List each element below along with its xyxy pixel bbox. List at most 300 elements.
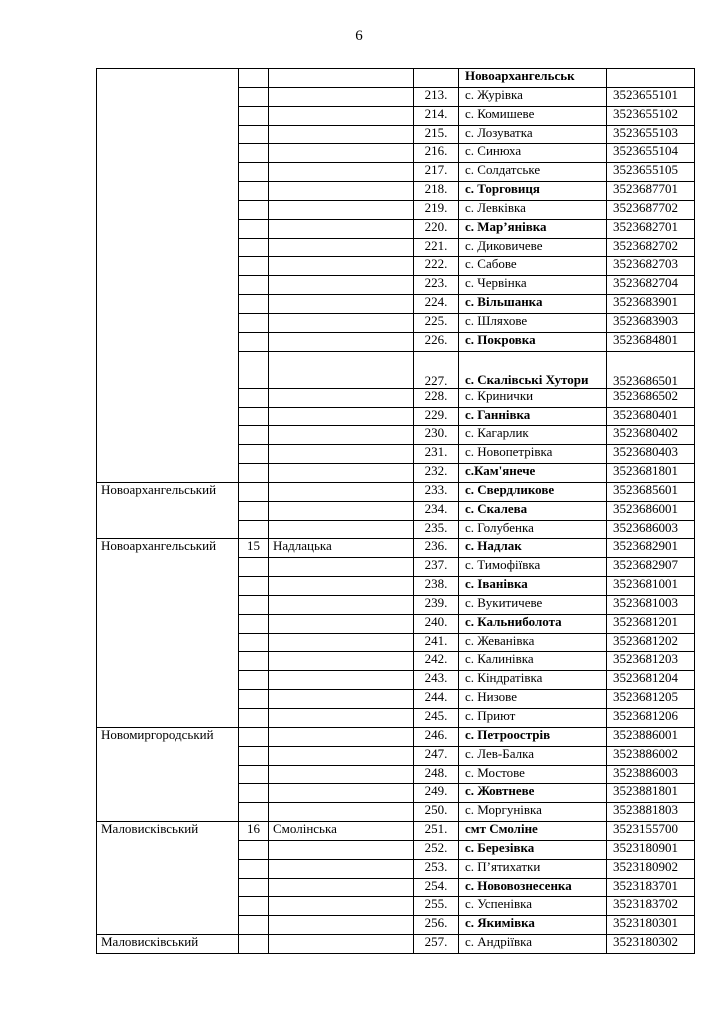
table-row	[97, 614, 695, 633]
district-cell	[97, 87, 239, 106]
community-name-cell	[269, 784, 414, 803]
koatuu-code-cell: 3523680403	[607, 445, 695, 464]
settlement-cell: с. Кіндратівка	[459, 671, 607, 690]
koatuu-code-cell: 3523682907	[607, 558, 695, 577]
settlement-cell: Новоархангельськ	[459, 69, 607, 88]
settlement-cell: с. Кальниболота	[459, 614, 607, 633]
koatuu-code-cell: 3523155700	[607, 822, 695, 841]
district-cell: Новомиргородський	[97, 727, 239, 746]
table-row	[97, 106, 695, 125]
table-row	[97, 219, 695, 238]
koatuu-code-cell: 3523655103	[607, 125, 695, 144]
community-number-cell	[239, 859, 269, 878]
settlement-cell: с. Низове	[459, 690, 607, 709]
community-number-cell	[239, 501, 269, 520]
district-cell	[97, 295, 239, 314]
koatuu-code-cell: 3523886001	[607, 727, 695, 746]
table-row	[97, 295, 695, 314]
row-number-cell: 251.	[414, 822, 459, 841]
table-row	[97, 276, 695, 295]
community-name-cell	[269, 144, 414, 163]
community-name-cell	[269, 690, 414, 709]
community-name-cell	[269, 935, 414, 954]
table-row	[97, 163, 695, 182]
community-number-cell	[239, 878, 269, 897]
settlement-cell: с. Іванівка	[459, 577, 607, 596]
district-cell: Новоархангельський	[97, 482, 239, 501]
settlement-cell: с. Мар’янівка	[459, 219, 607, 238]
district-cell	[97, 690, 239, 709]
koatuu-code-cell: 3523682703	[607, 257, 695, 276]
district-cell	[97, 784, 239, 803]
row-number-cell: 224.	[414, 295, 459, 314]
community-number-cell: 16	[239, 822, 269, 841]
community-number-cell	[239, 482, 269, 501]
settlement-cell: с. Лозуватка	[459, 125, 607, 144]
koatuu-code-cell: 3523681205	[607, 690, 695, 709]
settlement-cell: с. Андріївка	[459, 935, 607, 954]
table-row	[97, 878, 695, 897]
row-number-cell: 241.	[414, 633, 459, 652]
settlement-cell: с. Кринички	[459, 388, 607, 407]
row-number-cell: 214.	[414, 106, 459, 125]
community-name-cell	[269, 464, 414, 483]
settlement-cell: с. Комишеве	[459, 106, 607, 125]
community-name-cell	[269, 163, 414, 182]
settlement-cell: с. Надлак	[459, 539, 607, 558]
community-number-cell	[239, 125, 269, 144]
koatuu-code-cell: 3523687701	[607, 182, 695, 201]
table-row	[97, 388, 695, 407]
row-number-cell: 235.	[414, 520, 459, 539]
row-number-cell: 243.	[414, 671, 459, 690]
table-row	[97, 539, 695, 558]
row-number-cell: 237.	[414, 558, 459, 577]
koatuu-code-cell: 3523686501	[607, 351, 695, 388]
table-row	[97, 464, 695, 483]
community-number-cell	[239, 577, 269, 596]
settlement-cell: с. Вільшанка	[459, 295, 607, 314]
community-name-cell	[269, 87, 414, 106]
koatuu-code-cell: 3523881803	[607, 803, 695, 822]
community-number-cell	[239, 652, 269, 671]
district-cell	[97, 746, 239, 765]
table-row	[97, 633, 695, 652]
table-row	[97, 727, 695, 746]
table-row	[97, 595, 695, 614]
district-cell	[97, 520, 239, 539]
row-number-cell: 248.	[414, 765, 459, 784]
settlement-cell: с. Новопетрівка	[459, 445, 607, 464]
table-row	[97, 445, 695, 464]
community-number-cell	[239, 520, 269, 539]
community-name-cell	[269, 614, 414, 633]
table-row	[97, 671, 695, 690]
koatuu-code-cell: 3523686003	[607, 520, 695, 539]
settlements-table	[96, 68, 695, 954]
row-number-cell: 242.	[414, 652, 459, 671]
district-cell	[97, 765, 239, 784]
community-name-cell	[269, 878, 414, 897]
settlement-cell: с. Петроострів	[459, 727, 607, 746]
row-number-cell: 217.	[414, 163, 459, 182]
community-number-cell	[239, 351, 269, 388]
row-number-cell: 239.	[414, 595, 459, 614]
koatuu-code-cell: 3523183702	[607, 897, 695, 916]
table-row	[97, 144, 695, 163]
settlement-cell: с. Якимівка	[459, 916, 607, 935]
koatuu-code-cell: 3523683903	[607, 313, 695, 332]
row-number-cell: 257.	[414, 935, 459, 954]
district-cell: Новоархангельський	[97, 539, 239, 558]
koatuu-code-cell: 3523655104	[607, 144, 695, 163]
settlement-cell: с. Успенівка	[459, 897, 607, 916]
row-number-cell: 225.	[414, 313, 459, 332]
row-number-cell: 229.	[414, 407, 459, 426]
community-name-cell	[269, 765, 414, 784]
settlement-cell: с. Кагарлик	[459, 426, 607, 445]
table-row	[97, 520, 695, 539]
community-number-cell	[239, 727, 269, 746]
district-cell	[97, 633, 239, 652]
koatuu-code-cell: 3523680401	[607, 407, 695, 426]
community-name-cell	[269, 671, 414, 690]
community-name-cell	[269, 916, 414, 935]
row-number-cell: 220.	[414, 219, 459, 238]
table-row	[97, 897, 695, 916]
district-cell	[97, 859, 239, 878]
table-row	[97, 652, 695, 671]
settlement-cell: с. Жовтневе	[459, 784, 607, 803]
table-row	[97, 257, 695, 276]
koatuu-code-cell: 3523180302	[607, 935, 695, 954]
table-row	[97, 200, 695, 219]
community-name-cell	[269, 897, 414, 916]
koatuu-code-cell: 3523655105	[607, 163, 695, 182]
community-number-cell	[239, 200, 269, 219]
settlement-cell: с. Скалівські Хутори	[459, 351, 607, 388]
koatuu-code-cell: 3523684801	[607, 332, 695, 351]
table-row	[97, 840, 695, 859]
settlement-cell: с. Свердликове	[459, 482, 607, 501]
community-name-cell	[269, 652, 414, 671]
district-cell	[97, 671, 239, 690]
community-name-cell	[269, 238, 414, 257]
district-cell	[97, 614, 239, 633]
district-cell	[97, 897, 239, 916]
table-row	[97, 859, 695, 878]
row-number-cell: 250.	[414, 803, 459, 822]
koatuu-code-cell: 3523682701	[607, 219, 695, 238]
table-row	[97, 765, 695, 784]
community-number-cell	[239, 690, 269, 709]
community-name-cell	[269, 182, 414, 201]
row-number-cell: 230.	[414, 426, 459, 445]
table-row	[97, 690, 695, 709]
koatuu-code-cell: 3523681206	[607, 709, 695, 728]
koatuu-code-cell: 3523180901	[607, 840, 695, 859]
settlement-cell: с. Сабове	[459, 257, 607, 276]
koatuu-code-cell: 3523183701	[607, 878, 695, 897]
koatuu-code-cell: 3523886002	[607, 746, 695, 765]
community-name-cell	[269, 332, 414, 351]
district-cell	[97, 276, 239, 295]
settlement-cell: с. Приют	[459, 709, 607, 728]
community-number-cell	[239, 709, 269, 728]
row-number-cell: 245.	[414, 709, 459, 728]
community-name-cell	[269, 709, 414, 728]
district-cell	[97, 144, 239, 163]
settlement-cell: с. Вукитичеве	[459, 595, 607, 614]
community-number-cell	[239, 671, 269, 690]
district-cell	[97, 878, 239, 897]
settlement-cell: с. Солдатське	[459, 163, 607, 182]
settlement-cell: с. Покровка	[459, 332, 607, 351]
table-row	[97, 935, 695, 954]
koatuu-code-cell: 3523655101	[607, 87, 695, 106]
district-cell	[97, 464, 239, 483]
community-name-cell: Смолінська	[269, 822, 414, 841]
settlement-cell: с. Левківка	[459, 200, 607, 219]
koatuu-code-cell: 3523685601	[607, 482, 695, 501]
community-name-cell	[269, 633, 414, 652]
row-number-cell: 255.	[414, 897, 459, 916]
settlement-cell: с. Диковичеве	[459, 238, 607, 257]
settlement-cell: с. Моргунівка	[459, 803, 607, 822]
district-cell	[97, 125, 239, 144]
community-name-cell	[269, 482, 414, 501]
koatuu-code-cell: 3523681202	[607, 633, 695, 652]
community-name-cell	[269, 257, 414, 276]
settlement-cell: с. Тимофіївка	[459, 558, 607, 577]
community-number-cell	[239, 69, 269, 88]
community-name-cell	[269, 840, 414, 859]
community-name-cell	[269, 501, 414, 520]
row-number-cell: 221.	[414, 238, 459, 257]
row-number-cell: 249.	[414, 784, 459, 803]
koatuu-code-cell: 3523655102	[607, 106, 695, 125]
community-number-cell	[239, 897, 269, 916]
district-cell	[97, 313, 239, 332]
community-name-cell	[269, 388, 414, 407]
koatuu-code-cell: 3523681003	[607, 595, 695, 614]
settlement-cell: с. П’ятихатки	[459, 859, 607, 878]
row-number-cell: 246.	[414, 727, 459, 746]
settlement-cell: с. Синюха	[459, 144, 607, 163]
district-cell	[97, 840, 239, 859]
settlement-cell: смт Смоліне	[459, 822, 607, 841]
page-number: 6	[355, 28, 363, 44]
district-cell	[97, 219, 239, 238]
community-number-cell	[239, 144, 269, 163]
district-cell	[97, 595, 239, 614]
table-row	[97, 313, 695, 332]
district-cell	[97, 69, 239, 88]
koatuu-code-cell: 3523681801	[607, 464, 695, 483]
table-row	[97, 501, 695, 520]
community-name-cell	[269, 520, 414, 539]
community-name-cell	[269, 313, 414, 332]
settlement-cell: с. Нововознесенка	[459, 878, 607, 897]
koatuu-code-cell: 3523687702	[607, 200, 695, 219]
settlement-cell: с. Березівка	[459, 840, 607, 859]
settlement-cell: с. Шляхове	[459, 313, 607, 332]
table-row	[97, 784, 695, 803]
settlement-cell: с. Жеванівка	[459, 633, 607, 652]
table-row	[97, 558, 695, 577]
row-number-cell: 215.	[414, 125, 459, 144]
community-number-cell	[239, 182, 269, 201]
row-number-cell: 234.	[414, 501, 459, 520]
table-row	[97, 482, 695, 501]
settlement-cell: с. Ганнівка	[459, 407, 607, 426]
table-row	[97, 577, 695, 596]
community-number-cell	[239, 332, 269, 351]
row-number-cell: 226.	[414, 332, 459, 351]
community-number-cell	[239, 87, 269, 106]
community-number-cell	[239, 219, 269, 238]
district-cell	[97, 163, 239, 182]
row-number-cell: 223.	[414, 276, 459, 295]
table-row	[97, 87, 695, 106]
community-number-cell	[239, 426, 269, 445]
community-number-cell	[239, 784, 269, 803]
community-number-cell	[239, 614, 269, 633]
settlement-cell: с. Голубенка	[459, 520, 607, 539]
row-number-cell: 219.	[414, 200, 459, 219]
district-cell	[97, 407, 239, 426]
community-name-cell	[269, 746, 414, 765]
district-cell	[97, 238, 239, 257]
row-number-cell: 231.	[414, 445, 459, 464]
settlement-cell: с. Мостове	[459, 765, 607, 784]
district-cell	[97, 501, 239, 520]
row-number-cell: 244.	[414, 690, 459, 709]
district-cell	[97, 426, 239, 445]
koatuu-code-cell: 3523686001	[607, 501, 695, 520]
community-name-cell	[269, 595, 414, 614]
district-cell	[97, 332, 239, 351]
community-name-cell	[269, 200, 414, 219]
row-number-cell: 222.	[414, 257, 459, 276]
community-name-cell	[269, 407, 414, 426]
row-number-cell: 233.	[414, 482, 459, 501]
community-number-cell	[239, 464, 269, 483]
community-number-cell	[239, 935, 269, 954]
table-body	[97, 69, 695, 954]
table-row	[97, 125, 695, 144]
community-name-cell: Надлацька	[269, 539, 414, 558]
district-cell	[97, 916, 239, 935]
row-number-cell: 227.	[414, 351, 459, 388]
district-cell	[97, 652, 239, 671]
row-number-cell: 216.	[414, 144, 459, 163]
settlement-cell: с.Кам'янече	[459, 464, 607, 483]
community-name-cell	[269, 295, 414, 314]
row-number-cell: 253.	[414, 859, 459, 878]
district-cell: Маловисківський	[97, 935, 239, 954]
community-number-cell	[239, 558, 269, 577]
district-cell	[97, 558, 239, 577]
settlement-cell: с. Журівка	[459, 87, 607, 106]
row-number-cell: 240.	[414, 614, 459, 633]
koatuu-code-cell: 3523682901	[607, 539, 695, 558]
table-row	[97, 69, 695, 88]
community-name-cell	[269, 577, 414, 596]
table-row	[97, 426, 695, 445]
community-number-cell: 15	[239, 539, 269, 558]
community-name-cell	[269, 727, 414, 746]
row-number-cell: 254.	[414, 878, 459, 897]
table-row	[97, 238, 695, 257]
row-number-cell: 213.	[414, 87, 459, 106]
koatuu-code-cell: 3523682702	[607, 238, 695, 257]
district-cell: Маловисківський	[97, 822, 239, 841]
community-number-cell	[239, 840, 269, 859]
community-name-cell	[269, 106, 414, 125]
community-name-cell	[269, 803, 414, 822]
community-number-cell	[239, 595, 269, 614]
district-cell	[97, 388, 239, 407]
community-name-cell	[269, 445, 414, 464]
community-number-cell	[239, 633, 269, 652]
district-cell	[97, 182, 239, 201]
community-name-cell	[269, 351, 414, 388]
table-row	[97, 709, 695, 728]
koatuu-code-cell: 3523681201	[607, 614, 695, 633]
community-number-cell	[239, 313, 269, 332]
district-cell	[97, 106, 239, 125]
community-number-cell	[239, 388, 269, 407]
row-number-cell: 232.	[414, 464, 459, 483]
table-row	[97, 351, 695, 388]
koatuu-code-cell: 3523681204	[607, 671, 695, 690]
district-cell	[97, 709, 239, 728]
settlement-cell: с. Лев-Балка	[459, 746, 607, 765]
community-number-cell	[239, 257, 269, 276]
koatuu-code-cell: 3523681001	[607, 577, 695, 596]
koatuu-code-cell: 3523886003	[607, 765, 695, 784]
district-cell	[97, 445, 239, 464]
settlement-cell: с. Червінка	[459, 276, 607, 295]
koatuu-code-cell: 3523681203	[607, 652, 695, 671]
row-number-cell: 218.	[414, 182, 459, 201]
community-name-cell	[269, 125, 414, 144]
koatuu-code-cell: 3523180902	[607, 859, 695, 878]
community-number-cell	[239, 746, 269, 765]
row-number-cell: 236.	[414, 539, 459, 558]
district-cell	[97, 803, 239, 822]
table-row	[97, 407, 695, 426]
row-number-cell	[414, 69, 459, 88]
community-number-cell	[239, 765, 269, 784]
district-cell	[97, 200, 239, 219]
koatuu-code-cell: 3523683901	[607, 295, 695, 314]
settlement-cell: с. Калинівка	[459, 652, 607, 671]
row-number-cell: 252.	[414, 840, 459, 859]
community-number-cell	[239, 238, 269, 257]
koatuu-code-cell: 3523682704	[607, 276, 695, 295]
community-number-cell	[239, 295, 269, 314]
row-number-cell: 247.	[414, 746, 459, 765]
table-row	[97, 746, 695, 765]
community-name-cell	[269, 426, 414, 445]
table-row	[97, 916, 695, 935]
community-name-cell	[269, 69, 414, 88]
community-number-cell	[239, 407, 269, 426]
koatuu-code-cell	[607, 69, 695, 88]
district-cell	[97, 351, 239, 388]
